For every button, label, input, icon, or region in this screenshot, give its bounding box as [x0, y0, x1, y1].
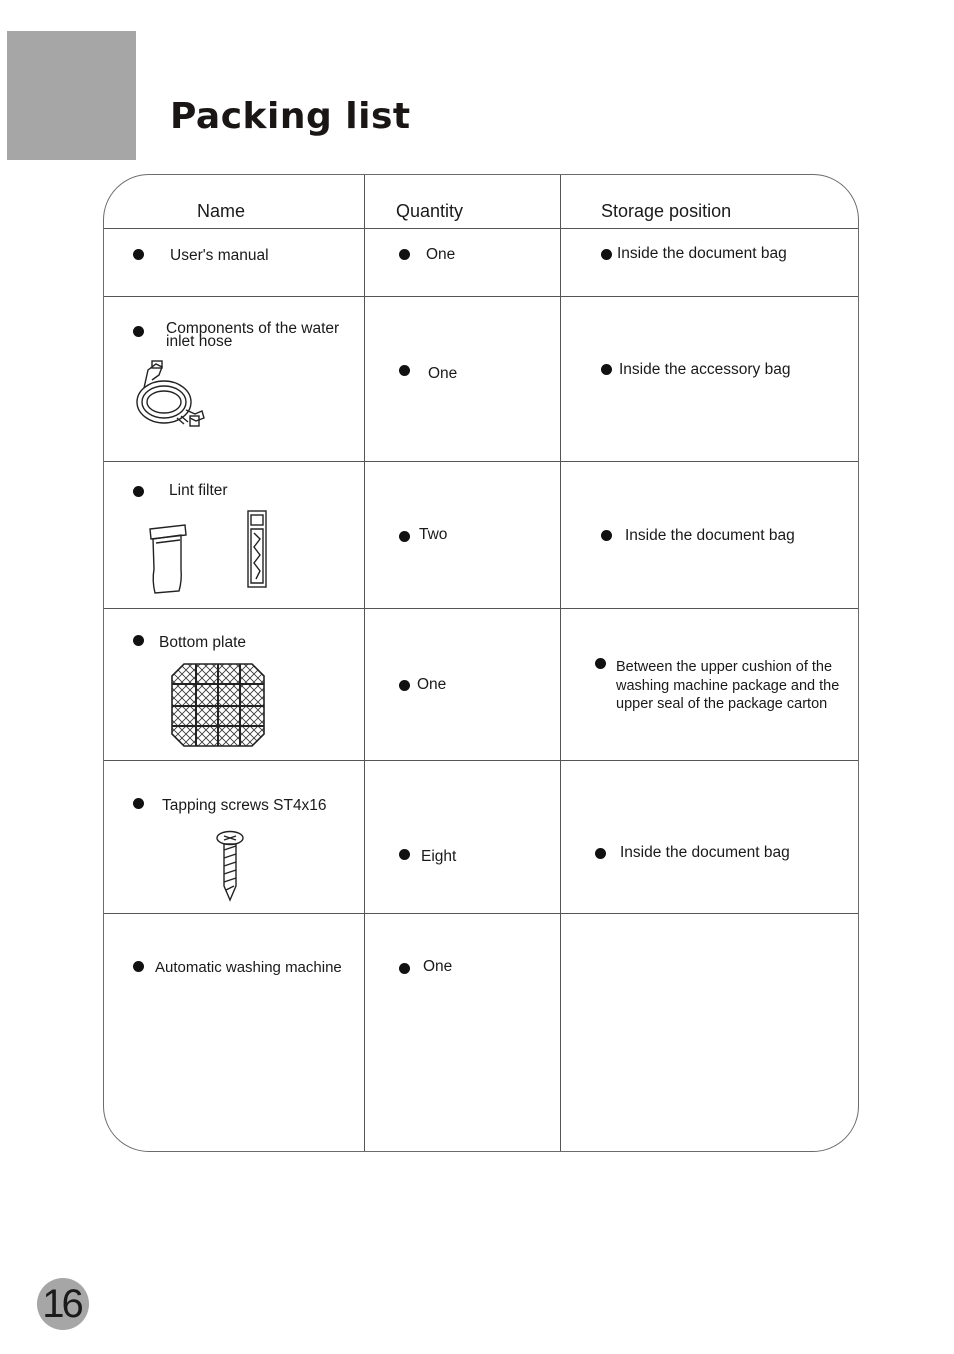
row-divider	[104, 461, 858, 462]
bullet-icon	[399, 249, 410, 260]
item-quantity: One	[428, 365, 458, 382]
bullet-icon	[133, 635, 144, 646]
bullet-icon	[399, 963, 410, 974]
item-storage: Inside the accessory bag	[619, 361, 791, 378]
item-name: Bottom plate	[159, 634, 247, 651]
bottom-plate-icon	[170, 662, 266, 748]
item-quantity: One	[417, 676, 447, 693]
bullet-icon	[133, 326, 144, 337]
item-storage: Inside the document bag	[620, 844, 790, 861]
header-name: Name	[197, 201, 246, 221]
bullet-icon	[595, 658, 606, 669]
tapping-screw-icon	[215, 830, 245, 902]
item-name: Lint filter	[169, 482, 228, 499]
item-storage: upper seal of the package carton	[616, 696, 828, 712]
row-divider	[104, 228, 858, 229]
lint-filter-bag-icon	[147, 523, 189, 595]
row-divider	[104, 608, 858, 609]
item-quantity: One	[423, 958, 453, 975]
item-quantity: One	[426, 246, 456, 263]
item-name: Automatic washing machine	[155, 959, 342, 976]
bullet-icon	[399, 680, 410, 691]
item-quantity: Two	[419, 526, 448, 543]
item-name: Components of the water	[166, 320, 340, 337]
item-storage: Between the upper cushion of the	[616, 659, 833, 675]
item-quantity: Eight	[421, 848, 457, 865]
row-divider	[104, 913, 858, 914]
item-storage: washing machine package and the	[616, 678, 840, 694]
item-name: User's manual	[170, 247, 269, 264]
bullet-icon	[601, 364, 612, 375]
bullet-icon	[133, 249, 144, 260]
row-divider	[104, 760, 858, 761]
bullet-icon	[399, 365, 410, 376]
corner-gray-block	[7, 31, 136, 160]
bullet-icon	[133, 486, 144, 497]
lint-filter-frame-icon	[246, 509, 268, 589]
page-title: Packing list	[170, 96, 411, 137]
header-storage-position: Storage position	[601, 201, 732, 221]
packing-list-table	[103, 174, 859, 1152]
item-name: Tapping screws ST4x16	[162, 797, 327, 814]
bullet-icon	[133, 961, 144, 972]
item-name: inlet hose	[166, 333, 233, 350]
row-divider	[104, 296, 858, 297]
water-inlet-hose-icon	[132, 358, 208, 434]
bullet-icon	[601, 249, 612, 260]
item-storage: Inside the document bag	[625, 527, 795, 544]
column-divider	[364, 175, 365, 1151]
bullet-icon	[399, 531, 410, 542]
header-quantity: Quantity	[396, 201, 464, 221]
bullet-icon	[133, 798, 144, 809]
bullet-icon	[399, 849, 410, 860]
bullet-icon	[601, 530, 612, 541]
page-number: 16	[42, 1281, 81, 1326]
item-storage: Inside the document bag	[617, 245, 787, 262]
column-divider	[560, 175, 561, 1151]
page-number-badge	[37, 1278, 89, 1330]
bullet-icon	[595, 848, 606, 859]
